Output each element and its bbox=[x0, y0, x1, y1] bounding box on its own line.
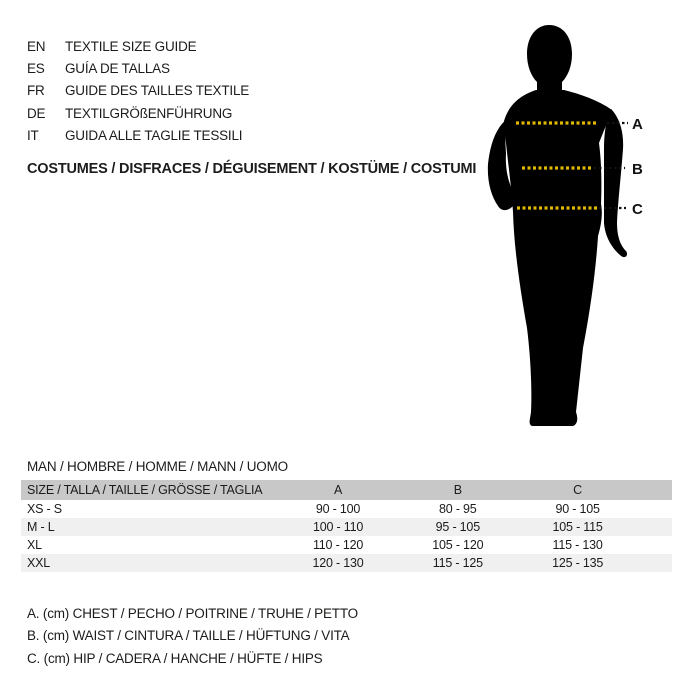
chest-value-cell: 120 - 130 bbox=[312, 556, 364, 570]
table-row bbox=[21, 518, 672, 536]
hip-value-cell: 90 - 105 bbox=[555, 502, 600, 516]
table-section-heading: MAN / HOMBRE / HOMME / MANN / UOMO bbox=[27, 459, 288, 474]
language-row bbox=[27, 57, 249, 79]
language-title: GUÍA DE TALLAS bbox=[65, 61, 170, 77]
waist-value-cell: 105 - 120 bbox=[432, 538, 484, 552]
hip-value-cell: 115 - 130 bbox=[552, 538, 603, 552]
language-code: IT bbox=[27, 128, 39, 144]
size-cell: XS - S bbox=[27, 502, 62, 516]
waist-value-cell: 115 - 125 bbox=[432, 556, 483, 570]
language-list bbox=[27, 35, 249, 147]
chest-value-cell: 100 - 110 bbox=[312, 520, 364, 534]
chest-value-cell: 90 - 100 bbox=[315, 502, 361, 516]
legend-line-waist: B. (cm) WAIST / CINTURA / TAILLE / HÜFTUNG / VITA bbox=[27, 628, 350, 644]
hip-value-cell: 125 - 135 bbox=[552, 556, 604, 570]
marker-label-b: B bbox=[632, 161, 643, 178]
silhouette-torso-legs bbox=[504, 90, 612, 426]
legend-line-hip: C. (cm) HIP / CADERA / HANCHE / HÜFTE / HIPS bbox=[27, 650, 323, 666]
language-row bbox=[27, 125, 249, 147]
language-title: GUIDE DES TAILLES TEXTILE bbox=[65, 83, 250, 99]
language-code: EN bbox=[27, 38, 46, 54]
language-row bbox=[27, 102, 249, 124]
language-code: ES bbox=[27, 61, 45, 77]
language-code: DE bbox=[27, 105, 46, 121]
table-row bbox=[21, 500, 672, 518]
waist-value-cell: 80 - 95 bbox=[439, 502, 477, 516]
table-row bbox=[21, 536, 672, 554]
header-size-cell: SIZE / TALLA / TAILLE / GRÖSSE / TAGLIA bbox=[27, 483, 263, 497]
language-title: TEXTILGRÖßENFÜHRUNG bbox=[65, 105, 233, 121]
man-silhouette-figure bbox=[478, 18, 652, 432]
language-title: GUIDA ALLE TAGLIE TESSILI bbox=[65, 128, 243, 144]
header-a-cell: A bbox=[333, 483, 343, 497]
chest-value-cell: 110 - 120 bbox=[312, 538, 364, 552]
size-table bbox=[21, 480, 672, 572]
waist-value-cell: 95 - 105 bbox=[435, 520, 480, 534]
hip-value-cell: 105 - 115 bbox=[552, 520, 603, 534]
silhouette-head bbox=[527, 25, 572, 93]
language-title: TEXTILE SIZE GUIDE bbox=[65, 38, 197, 54]
legend-line-chest: A. (cm) CHEST / PECHO / POITRINE / TRUHE / PETTO bbox=[27, 605, 358, 621]
category-heading: COSTUMES / DISFRACES / DÉGUISEMENT / KOSTÜME / COSTUMI bbox=[27, 161, 477, 177]
header-c-cell: C bbox=[573, 483, 582, 497]
man-silhouette bbox=[488, 25, 627, 426]
language-row bbox=[27, 35, 249, 57]
language-row bbox=[27, 80, 249, 102]
silhouette-right-arm bbox=[604, 109, 627, 257]
marker-label-a: A bbox=[632, 116, 643, 133]
header-b-cell: B bbox=[453, 483, 462, 497]
marker-label-c: C bbox=[632, 201, 643, 218]
size-cell: XXL bbox=[27, 556, 51, 570]
size-cell: M - L bbox=[27, 520, 55, 534]
size-cell: XL bbox=[27, 538, 42, 552]
table-header-row bbox=[21, 480, 672, 500]
measurement-legend bbox=[27, 602, 358, 670]
language-code: FR bbox=[27, 83, 45, 99]
table-row bbox=[21, 554, 672, 572]
